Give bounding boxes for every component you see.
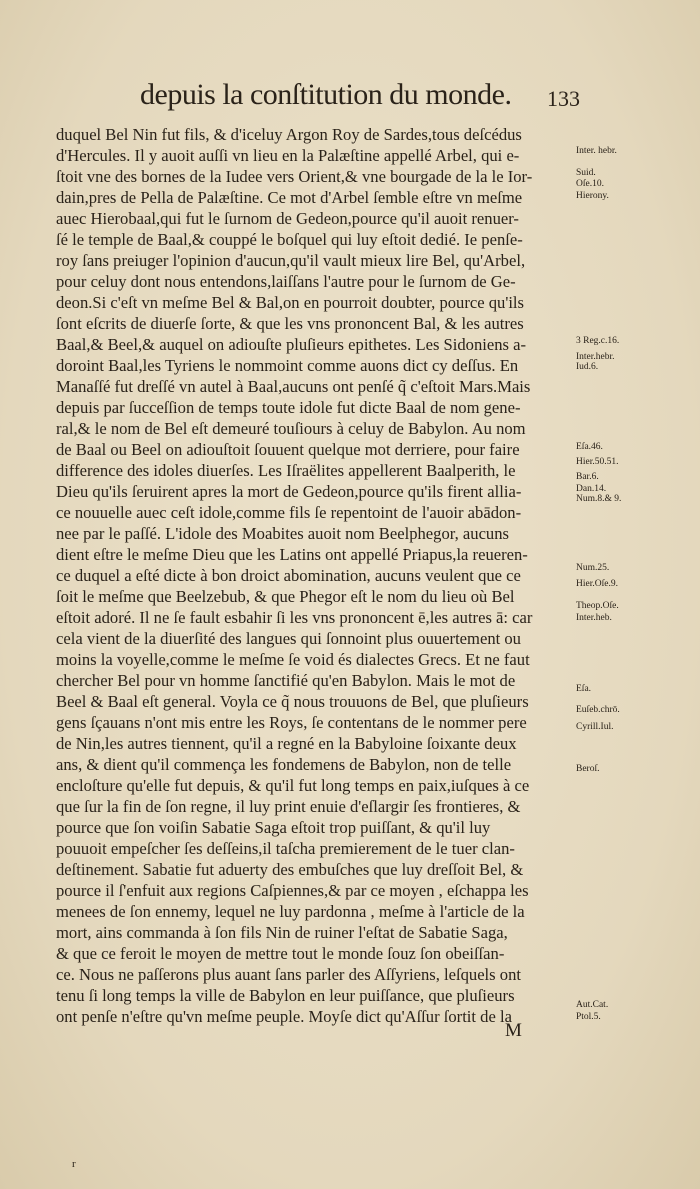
- text-line: eſtoit adoré. Il ne ſe fault esbahir ſi les vns prononcent ē,les autres ā: car: [56, 608, 533, 627]
- text-line: Dieu qu'ils ſeruirent apres la mort de Gedeon,pource qu'ils firent allia-: [56, 482, 522, 501]
- text-line: pour celuy dont nous entendons,laiſſans l'autre pour le ſurnom de Ge-: [56, 272, 516, 291]
- text-line: duquel Bel Nin fut fils, & d'iceluy Argon Roy de Sardes,tous deſcédus: [56, 125, 522, 144]
- margin-note: Bar.6.: [576, 472, 599, 482]
- text-line: de Nin,les autres tiennent, qu'il a regné en la Babyloine ſoixante deux: [56, 734, 517, 753]
- text-line: doroint Baal,les Tyriens le nommoint comme auons dict cy deſſus. En: [56, 356, 519, 375]
- margin-note: Eſa.46.: [576, 442, 603, 452]
- signature-mark: M: [505, 1020, 522, 1041]
- text-line: depuis par ſucceſſion de temps toute idole fut dicte Baal de nom gene-: [56, 398, 521, 417]
- running-header: [140, 78, 580, 122]
- text-line: deon.Si c'eſt vn meſme Bel & Bal,on en pourroit doubter, pource qu'ils: [56, 293, 525, 312]
- text-line: mort, ains commanda à ſon fils Nin de ruiner l'eſtat de Sabatie Saga,: [56, 923, 508, 942]
- text-line: cela vient de la diuerſité des langues qui ſonnoint plus ouuertement ou: [56, 629, 521, 648]
- text-line: Baal,& Beel,& auquel on adiouſte pluſieurs epithetes. Les Sidoniens a-: [56, 335, 527, 354]
- body-text: [56, 124, 572, 1027]
- text-line: & que ce feroit le moyen de mettre tout le monde ſouz ſon obeiſſan-: [56, 944, 505, 963]
- text-line: encloſture qu'elle fut depuis, & qu'il fut long temps en paix,iuſques à ce: [56, 776, 530, 795]
- text-line: ſont eſcrits de diuerſe ſorte, & que les vns prononcent Bal, & les autres: [56, 314, 524, 333]
- margin-note: Num.25.: [576, 563, 610, 573]
- margin-note: Inter.hebr.: [576, 352, 615, 362]
- text-line: nee par le paſſé. L'idole des Moabites auoit nom Beelphegor, aucuns: [56, 524, 509, 543]
- text-line: gens ſçauans n'ont mis entre les Roys, ſe contentans de le nommer pere: [56, 713, 527, 732]
- margin-note: Aut.Cat.: [576, 1000, 609, 1010]
- text-line: ſoit le meſme que Beelzebub, & que Phegor eſt le nom du lieu où Bel: [56, 587, 515, 606]
- text-line: Manaſſé fut dreſſé vn autel à Baal,aucuns ont penſé q̃ c'eſtoit Mars.Mais: [56, 377, 531, 396]
- margin-notes: [576, 124, 680, 1024]
- page-number: 133: [547, 86, 580, 111]
- margin-note: Cyrill.Iul.: [576, 722, 614, 732]
- text-line: que ſur la fin de ſon regne, il luy print enuie d'eſlargir ſes frontieres, &: [56, 797, 521, 816]
- margin-note: Oſe.10.: [576, 179, 604, 189]
- text-line: deſtinement. Sabatie fut aduerty des embuſches que luy dreſſoit Bel, &: [56, 860, 524, 879]
- text-line: auec Hierobaal,qui fut le ſurnom de Gedeon,pource qu'il auoit renuer-: [56, 209, 519, 228]
- stray-mark: r: [72, 1158, 76, 1170]
- margin-note: 3 Reg.c.16.: [576, 336, 620, 346]
- text-line: roy ſans preiuger l'opinion d'aucun,qu'il vault mieux lire Bel, qu'Arbel,: [56, 251, 526, 270]
- text-line: chercher Bel pour vn homme ſanctifié qu'en Babylon. Mais le mot de: [56, 671, 516, 690]
- margin-note: Inter.heb.: [576, 613, 612, 623]
- margin-note: Dan.14.: [576, 484, 607, 494]
- margin-note: Inter. hebr.: [576, 146, 617, 156]
- text-line: ce nouuelle auec ceſt idole,comme fils ſe repentoint de l'auoir abādon-: [56, 503, 522, 522]
- margin-note: Suid.: [576, 168, 596, 178]
- text-line: ce. Nous ne paſſerons plus auant ſans parler des Aſſyriens, leſquels ont: [56, 965, 521, 984]
- margin-note: Theop.Oſe.: [576, 601, 619, 611]
- text-line: dain,pres de Pella de Palæſtine. Ce mot d'Arbel ſemble eſtre vn meſme: [56, 188, 523, 207]
- margin-note: Eſa.: [576, 684, 592, 694]
- text-line: pource il ſ'enfuit aux regions Caſpiennes,& par ce moyen , eſchappa les: [56, 881, 529, 900]
- text-line: menees de ſon ennemy, lequel ne luy pardonna , meſme à l'article de la: [56, 902, 525, 921]
- text-line: moins la voyelle,comme le meſme ſe void és dialectes Grecs. Et ne faut: [56, 650, 530, 669]
- running-title: depuis la conſtitution du monde.: [140, 78, 512, 111]
- text-line: dient eſtre le meſme Dieu que les Latins ont appellé Priapus,la reueren-: [56, 545, 528, 564]
- margin-note: Hier.Oſe.9.: [576, 579, 618, 589]
- margin-note: Ptol.5.: [576, 1012, 601, 1022]
- text-line: ral,& le nom de Bel eſt demeuré touſiours à celuy de Babylon. Au nom: [56, 419, 526, 438]
- text-line: pource que ſon voiſin Sabatie Saga eſtoit trop puiſſant, & qu'il luy: [56, 818, 491, 837]
- text-line: ſtoit vne des bornes de la Iudee vers Orient,& vne bourgade de la le Ior-: [56, 167, 533, 186]
- margin-note: Iud.6.: [576, 362, 599, 372]
- margin-note: Euſeb.chrō.: [576, 705, 620, 715]
- text-line: Beel & Baal eſt general. Voyla ce q̃ nous trouuons de Bel, que pluſieurs: [56, 692, 529, 711]
- margin-note: Hier.50.51.: [576, 457, 619, 467]
- text-line: ce duquel a eſté dicte à bon droict abomination, aucuns veulent que ce: [56, 566, 521, 585]
- text-line: ſé le temple de Baal,& couppé le boſquel qui luy eſtoit dedié. Ie penſe-: [56, 230, 523, 249]
- text-line: ans, & dient qu'il commença les fondemens de Babylon, non de telle: [56, 755, 512, 774]
- text-line: de Baal ou Beel on adiouſtoit ſouuent quelque mot derriere, pour faire: [56, 440, 520, 459]
- text-line: difference des idoles diuerſes. Les Iſraëlites appellerent Baalperith, le: [56, 461, 516, 480]
- text-line: tenu ſi long temps la ville de Babylon en leur puiſſance, que pluſieurs: [56, 986, 515, 1005]
- margin-note: Num.8.& 9.: [576, 494, 622, 504]
- text-line: d'Hercules. Il y auoit auſſi vn lieu en la Palæſtine appellé Arbel, qui e-: [56, 146, 520, 165]
- margin-note: Beroſ.: [576, 764, 600, 774]
- text-line: ont penſe n'eſtre qu'vn meſme peuple. Moyſe dict qu'Aſſur ſortit de la: [56, 1007, 512, 1026]
- margin-note: Hierony.: [576, 191, 609, 201]
- text-line: pouuoit empeſcher ſes deſſeins,il taſcha premierement de le tuer clan-: [56, 839, 515, 858]
